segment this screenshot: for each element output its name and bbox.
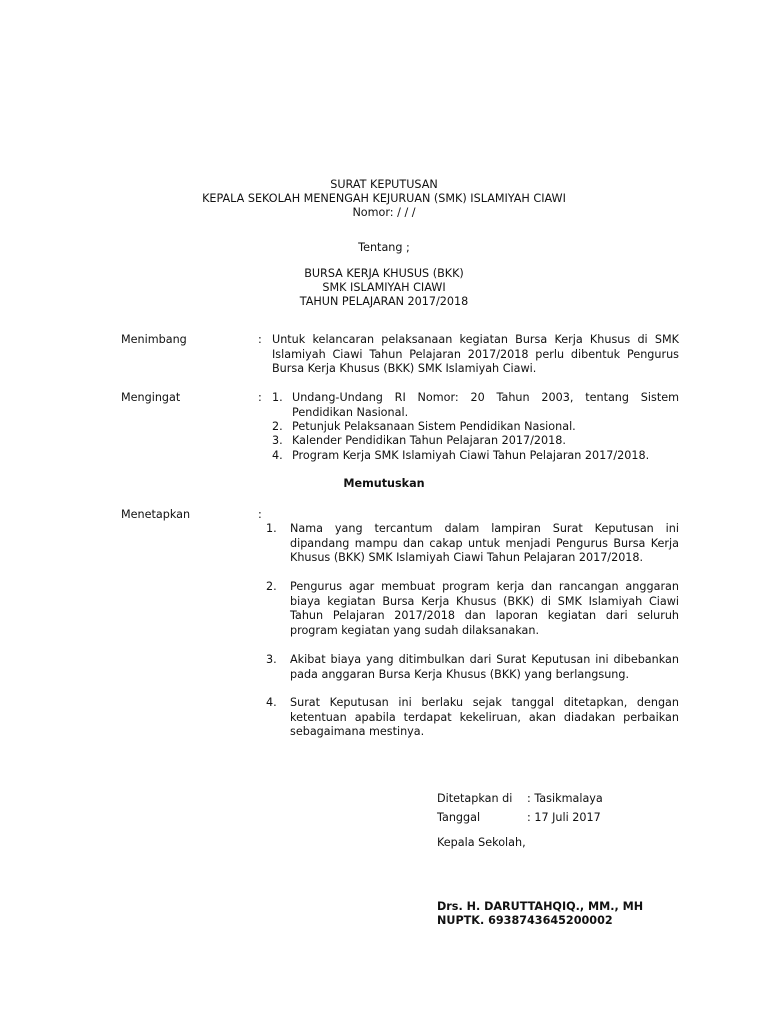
document-title: SURAT KEPUTUSAN (330, 178, 438, 191)
mengingat-item-text: Undang-Undang RI Nomor: 20 Tahun 2003, tentang Sistem Pendidikan Nasional. (292, 391, 679, 419)
mengingat-item-text: Petunjuk Pelaksanaan Sistem Pendidikan Nasional. (292, 420, 576, 433)
mengingat-item-number: 3. (272, 434, 283, 447)
document-subtitle: KEPALA SEKOLAH MENENGAH KEJURUAN (SMK) ISLAMIYAH CIAWI (202, 192, 566, 205)
menimbang-text: Untuk kelancaran pelaksanaan kegiatan Bursa Kerja Khusus di SMK Islamiyah Ciawi Tahun Pelajaran 2017/2018 perlu dibentuk Pengurus Bursa Kerja Khusus (BKK) SMK Islamiyah Ciawi. (272, 333, 679, 376)
mengingat-item-number: 1. (272, 391, 283, 404)
menimbang-label: Menimbang (121, 333, 187, 346)
mengingat-item-text: Kalender Pendidikan Tahun Pelajaran 2017/2018. (292, 434, 566, 447)
mengingat-item-text: Program Kerja SMK Islamiyah Ciawi Tahun Pelajaran 2017/2018. (292, 449, 650, 462)
tentang-line-2: SMK ISLAMIYAH CIAWI (322, 281, 446, 294)
signatory-name: Drs. H. DARUTTAHQIQ., MM., MH (437, 900, 644, 913)
menetapkan-item-text: Akibat biaya yang ditimbulkan dari Surat Keputusan ini dibebankan pada anggaran Bursa Kerja Khusus (BKK) yang berlangsung. (290, 653, 679, 681)
menetapkan-item-number: 1. (266, 522, 277, 535)
memutuskan-heading: Memutuskan (343, 477, 425, 490)
tentang-line-1: BURSA KERJA KHUSUS (BKK) (304, 267, 464, 280)
menetapkan-item-text: Nama yang tercantum dalam lampiran Surat Keputusan ini dipandang mampu dan cakap untuk menjadi Pengurus Bursa Kerja Khusus (BKK) SMK Islamiyah Ciawi Tahun Pelajaran 2017/2018. (290, 522, 679, 565)
mengingat-item-number: 2. (272, 420, 283, 433)
document-number: Nomor: / / / (352, 206, 416, 219)
tentang-label: Tentang ; (358, 241, 410, 254)
ditetapkan-value: : Tasikmalaya (527, 792, 603, 805)
ditetapkan-label: Ditetapkan di (437, 792, 513, 805)
menetapkan-item-number: 2. (266, 580, 277, 593)
menetapkan-item-text: Pengurus agar membuat program kerja dan rancangan anggaran biaya kegiatan Bursa Kerja Khusus (BKK) di SMK Islamiyah Ciawi Tahun Pelajaran 2017/2018 dan laporan kegiatan dari seluruh program kegiatan yang sudah dilaksanakan. (290, 580, 679, 637)
tanggal-label: Tanggal (437, 811, 481, 824)
mengingat-label: Mengingat (121, 391, 181, 404)
menimbang-colon: : (258, 333, 262, 346)
signatory-nuptk: NUPTK. 6938743645200002 (437, 914, 613, 927)
menetapkan-colon: : (258, 508, 262, 521)
signatory-position: Kepala Sekolah, (437, 836, 526, 849)
mengingat-colon: : (258, 391, 262, 404)
tentang-line-3: TAHUN PELAJARAN 2017/2018 (299, 295, 469, 308)
tanggal-value: : 17 Juli 2017 (527, 811, 601, 824)
menetapkan-item-text: Surat Keputusan ini berlaku sejak tanggal ditetapkan, dengan ketentuan apabila terdapat kekeliruan, akan diadakan perbaikan sebagaimana mestinya. (290, 696, 679, 739)
mengingat-item-number: 4. (272, 449, 283, 462)
menetapkan-label: Menetapkan (121, 508, 191, 521)
menetapkan-item-number: 3. (266, 653, 277, 666)
menetapkan-item-number: 4. (266, 696, 277, 709)
